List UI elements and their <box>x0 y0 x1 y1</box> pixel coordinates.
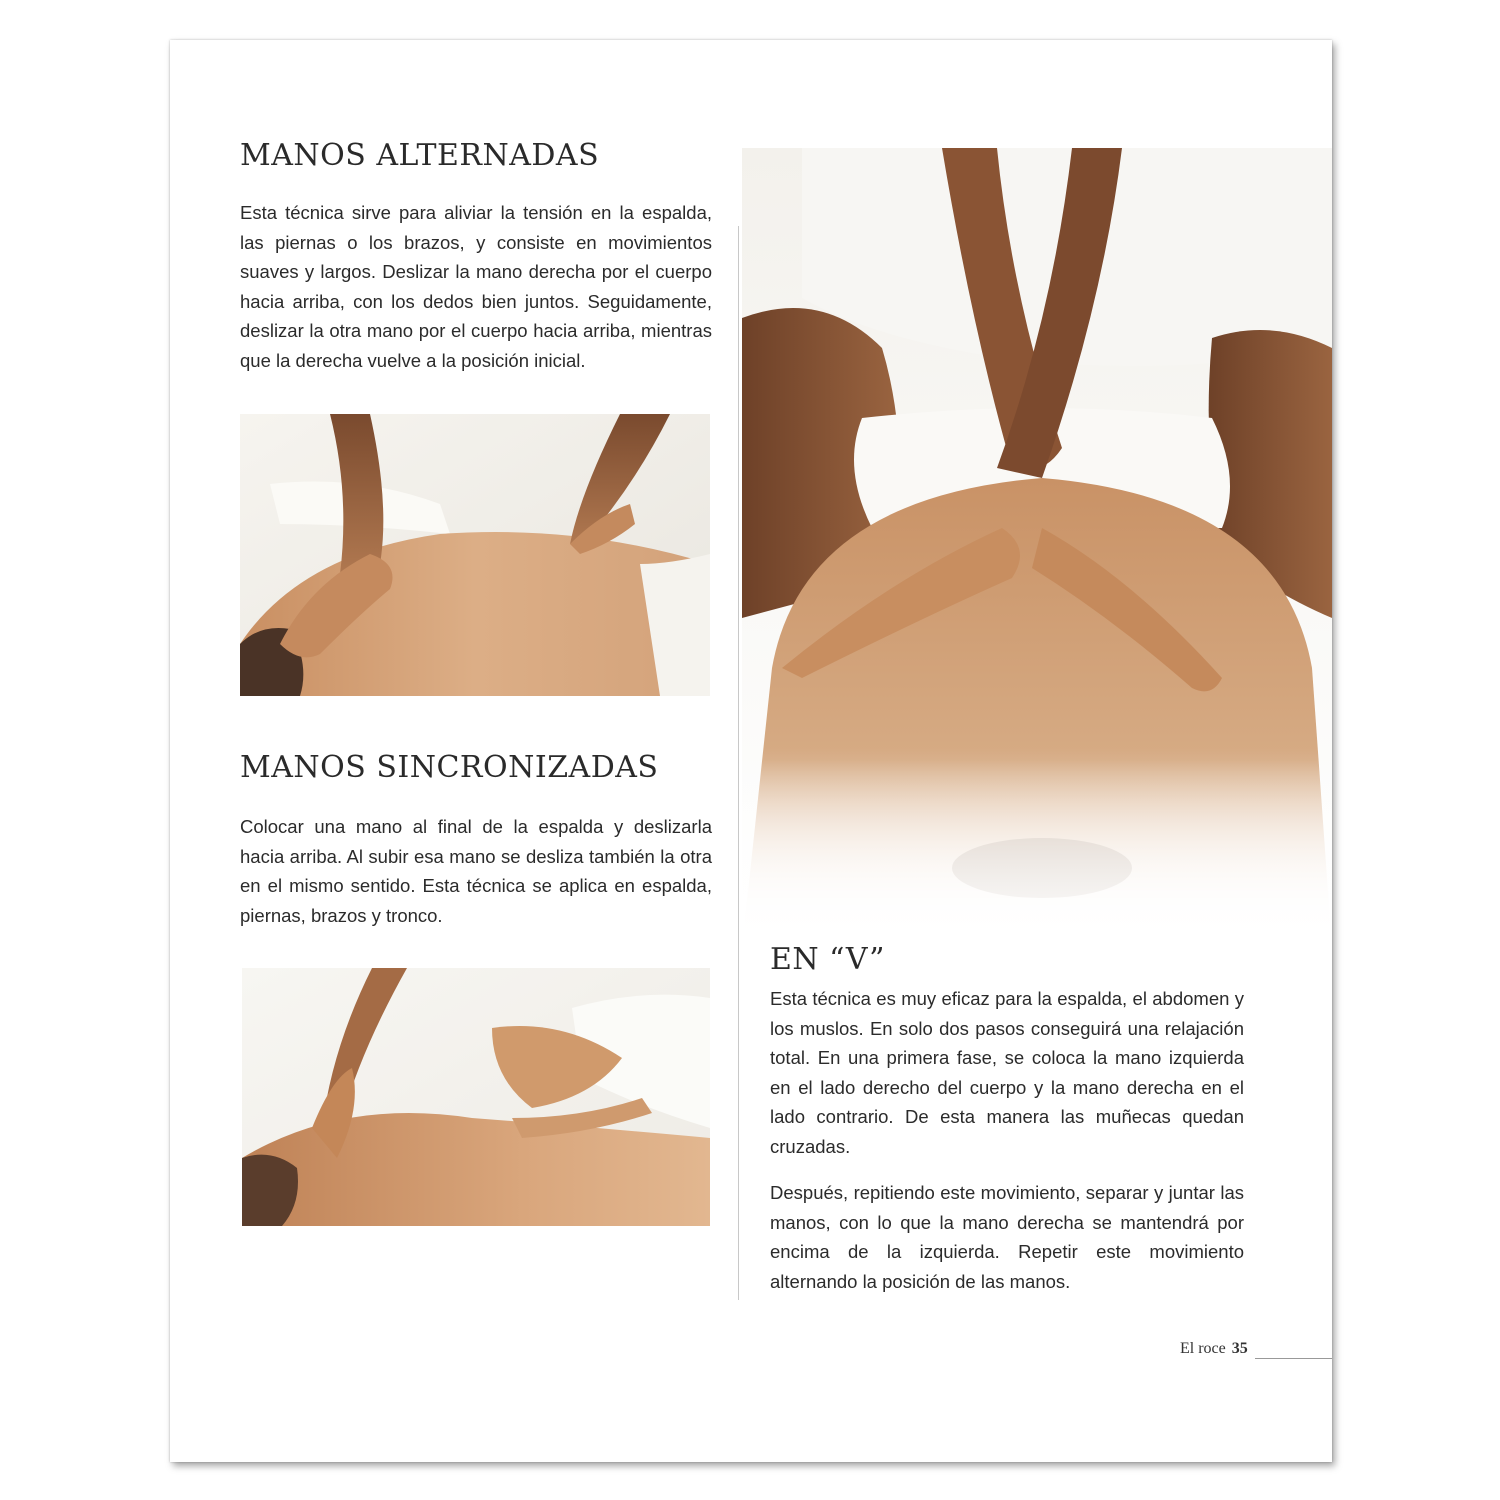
heading-en-v: EN “V” <box>770 942 885 977</box>
heading-manos-sincronizadas: MANOS SINCRONIZADAS <box>240 750 659 785</box>
photo-v-technique-massage <box>742 148 1332 948</box>
paragraph-manos-sincronizadas: Colocar una mano al final de la espalda y deslizarla hacia arriba. Al subir esa mano se desliza también la otra en el mismo sentido. Esta técnica se aplica en espalda, piernas, brazos y tronco. <box>240 816 712 926</box>
footer-rule <box>1255 1358 1332 1359</box>
heading-manos-alternadas: MANOS ALTERNADAS <box>240 138 600 173</box>
page-number: 35 <box>1231 1340 1248 1357</box>
book-page <box>170 40 1332 1462</box>
photo-synchronized-hands-massage <box>242 968 710 1226</box>
page-footer <box>1180 1340 1248 1358</box>
column-divider <box>738 226 739 1300</box>
paragraph-manos-alternadas: Esta técnica sirve para aliviar la tensión en la espalda, las piernas o los brazos, y consiste en movimientos suaves y largos. Deslizar la mano derecha por el cuerpo hacia arriba, con los dedos bien juntos. Seguidamente, deslizar la otra mano por el cuerpo hacia arriba, mientras que la derecha vuelve a la posición inicial. <box>240 202 712 371</box>
footer-section-name: El roce <box>1180 1340 1226 1357</box>
paragraph-en-v-2: Después, repitiendo este movimiento, separar y juntar las manos, con lo que la mano derecha se mantendrá por encima de la izquierda. Repetir este movimiento alternando la posición de las manos. <box>770 1182 1244 1292</box>
photo-alternating-hands-massage <box>240 414 710 696</box>
paragraph-en-v-1: Esta técnica es muy eficaz para la espalda, el abdomen y los muslos. En solo dos pasos conseguirá una relajación total. En una primera fase, se coloca la mano izquierda en el lado derecho del cuerpo y la mano derecha en el lado contrario. De esta manera las muñecas quedan cruzadas. <box>770 988 1244 1157</box>
